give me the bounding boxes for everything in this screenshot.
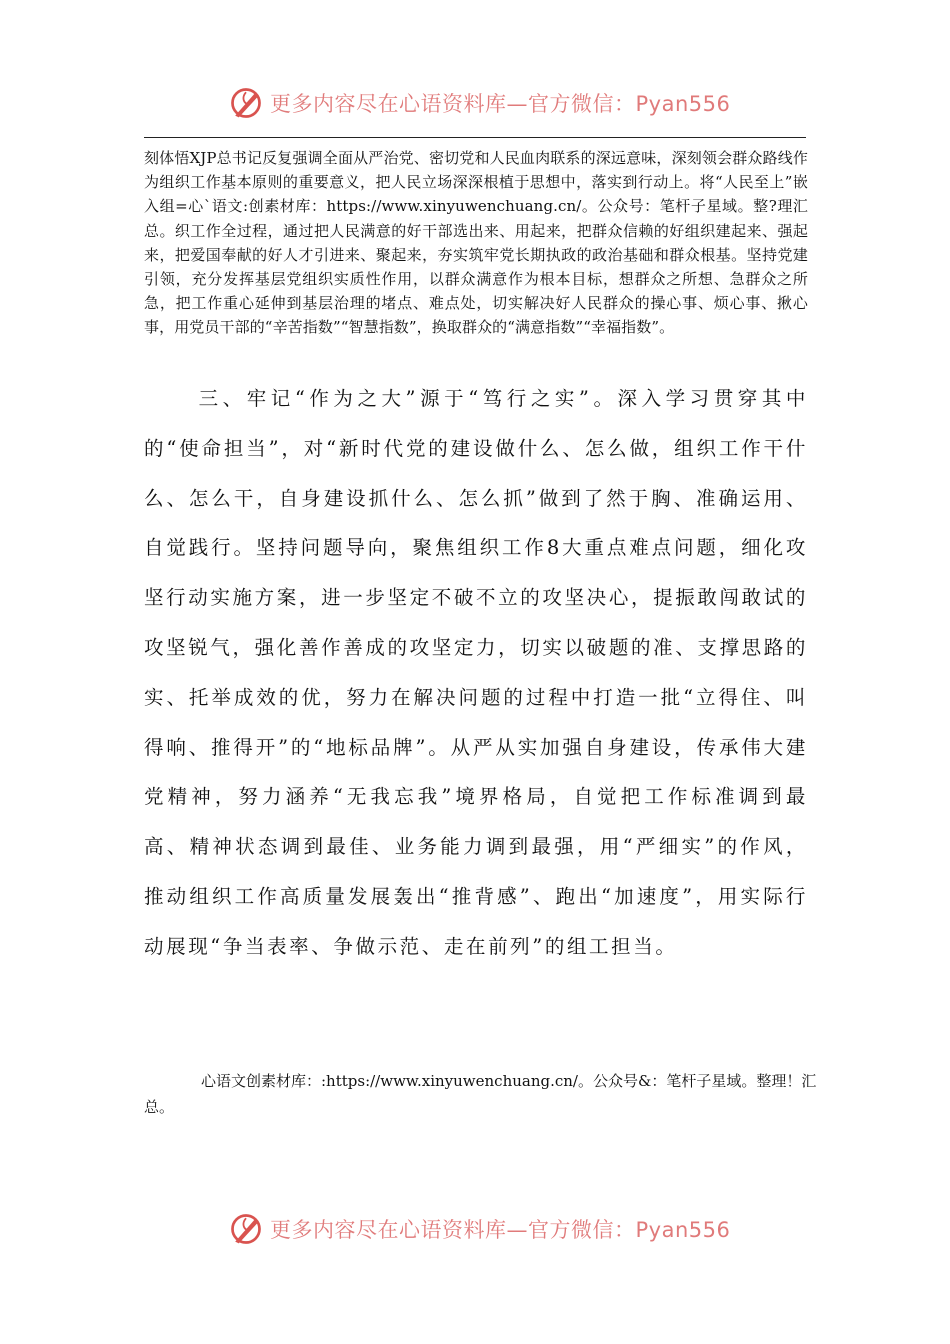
header-banner bbox=[228, 82, 730, 124]
pen-logo-icon bbox=[228, 85, 264, 121]
header-banner-text: 更多内容尽在心语资料库—官方微信：Pyan556 bbox=[270, 92, 731, 116]
footer-banner-text: 更多内容尽在心语资料库—官方微信：Pyan556 bbox=[270, 1218, 731, 1242]
pen-logo-icon bbox=[228, 1211, 264, 1247]
source-note: 心语文创素材库：:https://www.xinyuwenchuang.cn/。公众号&：笔杆子星域。整理！汇总。 bbox=[144, 1072, 817, 1116]
header-divider bbox=[144, 137, 806, 138]
footer-banner bbox=[228, 1208, 730, 1250]
main-paragraph: 三、牢记“作为之大”源于“笃行之实”。深入学习贯穿其中的“使命担当”，对“新时代党的建设做什么、怎么做，组织工作干什么、怎么干，自身建设抓什么、怎么抓”做到了然于胸、准确运用、自觉践行。坚持问题导向，聚焦组织工作8大重点难点问题，细化攻坚行动实施方案，进一步坚定不破不立的攻坚决心，提振敢闯敢试的攻坚锐气，强化善作善成的攻坚定力，切实以破题的准、支撑思路的实、托举成效的优，努力在解决问题的过程中打造一批“立得住、叫得响、推得开”的“地标品牌”。从严从实加强自身建设，传承伟大建党精神，努力涵养“无我忘我”境界格局，自觉把工作标准调到最高、精神状态调到最佳、业务能力调到最强，用“严细实”的作风，推动组织工作高质量发展轰出“推背感”、跑出“加速度”，用实际行动展现“争当表率、争做示范、走在前列”的组工担当。 bbox=[144, 387, 808, 958]
intro-paragraph: 刻体悟XJP总书记反复强调全面从严治党、密切党和人民血肉联系的深远意味，深刻领会群众路线作为组织工作基本原则的重要意义，把人民立场深深根植于思想中，落实到行动上。将“人民至上”嵌入组=心`语文:创素材库：https://www.xinyuwenchuang.cn/。公众号：笔杆子星域。整?理汇总。织工作全过程，通过把人民满意的好干部选出来、用起来，把群众信赖的好组织建起来、强起来，把爱国奉献的好人才引进来、聚起来，夯实筑牢党长期执政的政治基础和群众根基。坚持党建引领，充分发挥基层党组织实质性作用，以群众满意作为根本目标，想群众之所想、急群众之所急，把工作重心延伸到基层治理的堵点、难点处，切实解决好人民群众的操心事、烦心事、揪心事，用党员干部的“辛苦指数”“智慧指数”，换取群众的“满意指数”“幸福指数”。 bbox=[144, 149, 808, 337]
